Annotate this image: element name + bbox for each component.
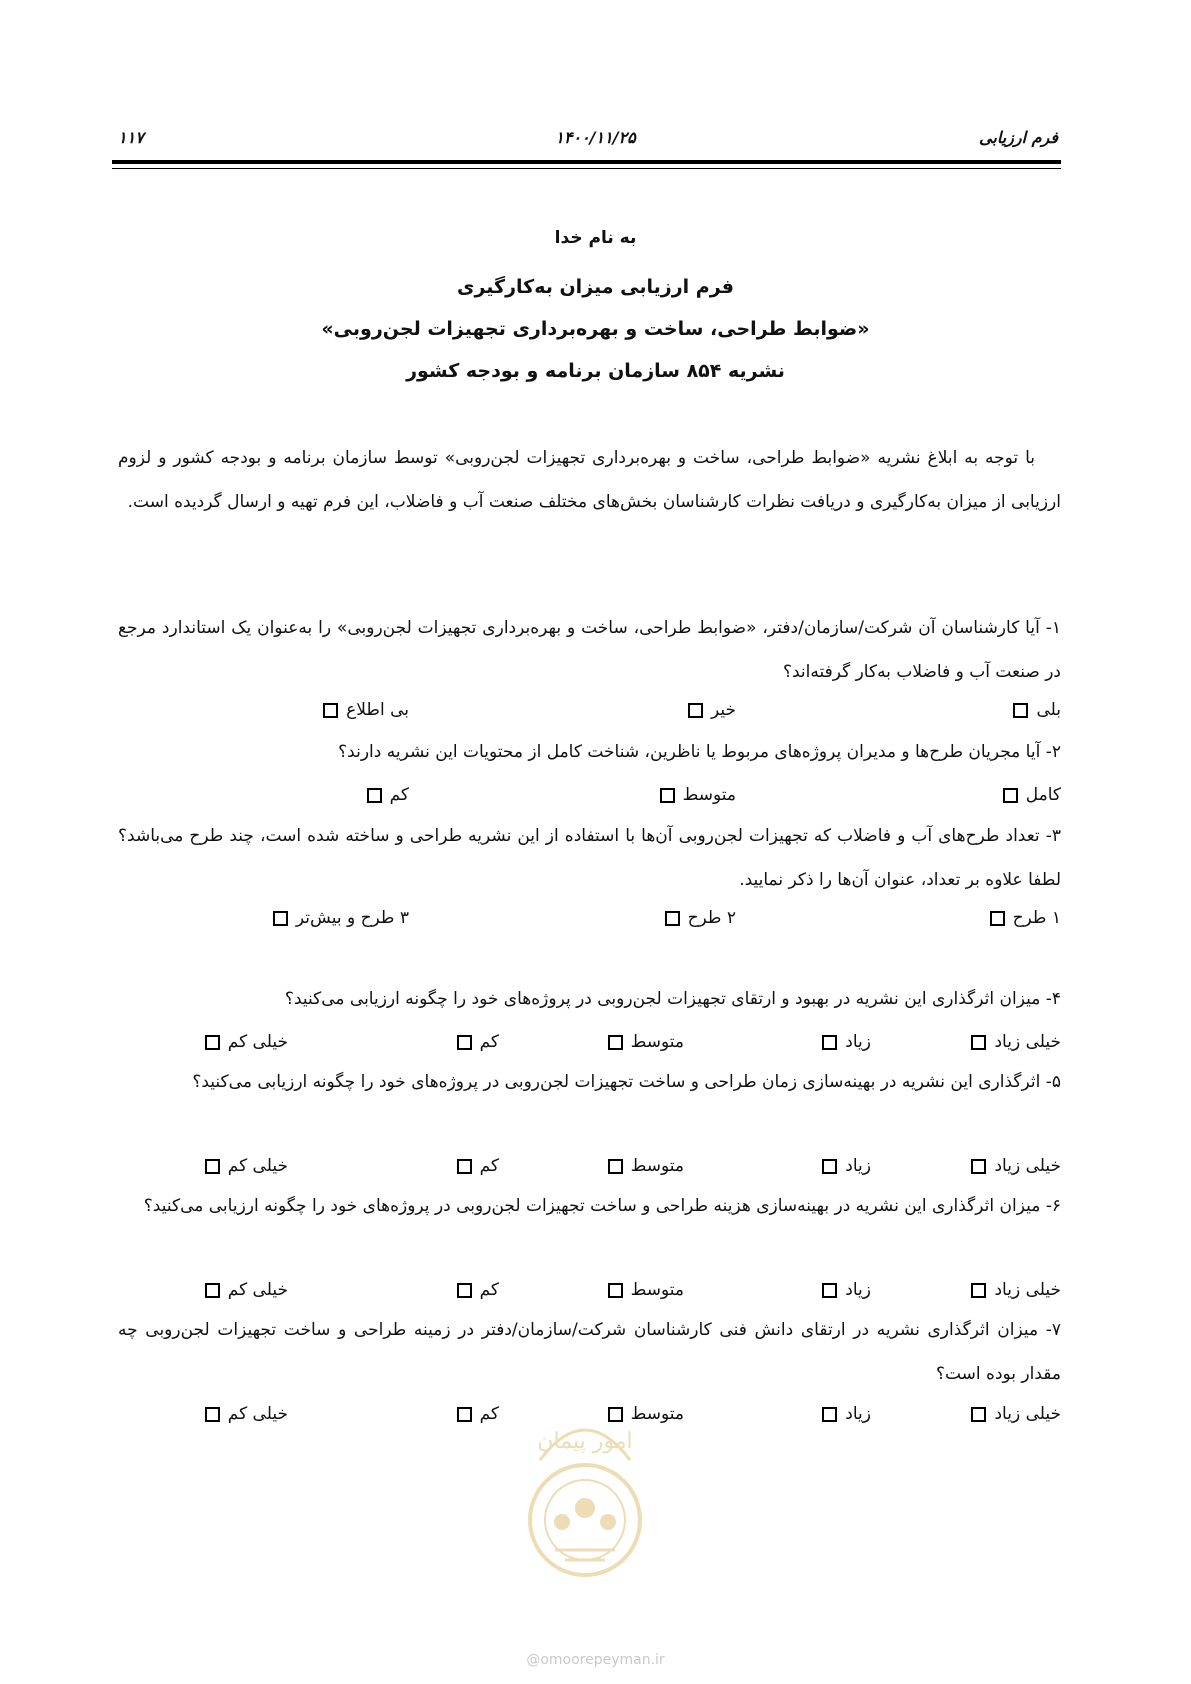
- q5-option-4[interactable]: [457, 1156, 499, 1176]
- option-label: خیلی کم: [227, 1280, 288, 1300]
- checkbox[interactable]: [971, 1283, 986, 1298]
- q6-option-5[interactable]: [205, 1280, 288, 1300]
- header-rule-thick: [112, 160, 1061, 164]
- option-label: متوسط: [630, 1280, 684, 1300]
- watermark-url: @omoorepeyman.ir: [526, 1652, 665, 1668]
- option-label: کامل: [1025, 785, 1061, 805]
- q5-option-3[interactable]: [608, 1156, 684, 1176]
- q2-option-3[interactable]: [367, 785, 409, 805]
- q2-option-2[interactable]: [660, 785, 736, 805]
- header-rule-thin: [112, 168, 1061, 169]
- running-header-title: فرم ارزیابی: [979, 128, 1058, 147]
- option-label: کم: [479, 1156, 499, 1176]
- option-label: خیلی کم: [227, 1156, 288, 1176]
- form-title: فرم ارزیابی میزان به‌کارگیری: [457, 276, 734, 298]
- question-6: ۶- میزان اثرگذاری این نشریه در بهینه‌سازی هزینه طراحی و ساخت تجهیزات لجن‌روبی در پروژه‌های خود را چگونه ارزیابی می‌کنید؟: [143, 1196, 1061, 1216]
- q3-option-3[interactable]: [273, 908, 409, 928]
- option-label: کم: [479, 1404, 499, 1424]
- checkbox[interactable]: [608, 1283, 623, 1298]
- q7-option-1[interactable]: [971, 1404, 1061, 1424]
- q7-option-5[interactable]: [205, 1404, 288, 1424]
- q5-option-1[interactable]: [971, 1156, 1061, 1176]
- option-label: متوسط: [630, 1404, 684, 1424]
- checkbox[interactable]: [608, 1159, 623, 1174]
- q6-option-1[interactable]: [971, 1280, 1061, 1300]
- question-1: ۱- آیا کارشناسان آن شرکت/سازمان/دفتر، «ضوابط طراحی، ساخت و بهره‌برداری تجهیزات لجن‌روبی» را به‌عنوان یک استاندارد مرجع در صنعت آب و فاضلاب به‌کار گرفته‌اند؟: [118, 618, 1061, 682]
- question-7: ۷- میزان اثرگذاری نشریه در ارتقای دانش فنی کارشناسان شرکت/سازمان/دفتر در زمینه طراحی و ساخت تجهیزات لجن‌روبی چه مقدار بوده است؟: [118, 1320, 1061, 1384]
- q6-option-3[interactable]: [608, 1280, 684, 1300]
- checkbox[interactable]: [822, 1407, 837, 1422]
- q4-option-2[interactable]: [822, 1032, 871, 1052]
- q1-option-2[interactable]: [688, 700, 736, 720]
- q4-option-3[interactable]: [608, 1032, 684, 1052]
- q4-option-1[interactable]: [971, 1032, 1061, 1052]
- checkbox[interactable]: [457, 1159, 472, 1174]
- checkbox[interactable]: [608, 1035, 623, 1050]
- checkbox[interactable]: [971, 1407, 986, 1422]
- checkbox[interactable]: [457, 1035, 472, 1050]
- q5-option-2[interactable]: [822, 1156, 871, 1176]
- checkbox[interactable]: [457, 1283, 472, 1298]
- publication-name: «ضوابط طراحی، ساخت و بهره‌برداری تجهیزات لجن‌روبی»: [321, 318, 870, 340]
- q4-option-4[interactable]: [457, 1032, 499, 1052]
- option-label: خیر: [710, 700, 736, 720]
- option-label: ۲ طرح: [687, 908, 736, 928]
- watermark-logo: [510, 1400, 660, 1590]
- checkbox[interactable]: [990, 911, 1005, 926]
- checkbox[interactable]: [205, 1035, 220, 1050]
- checkbox[interactable]: [273, 911, 288, 926]
- checkbox[interactable]: [971, 1035, 986, 1050]
- q4-option-5[interactable]: [205, 1032, 288, 1052]
- intro-paragraph: با توجه به ابلاغ نشریه «ضوابط طراحی، ساخت و بهره‌برداری تجهیزات لجن‌روبی» توسط سازمان برنامه و بودجه کشور و لزوم ارزیابی از میزان به‌کارگیری و دریافت نظرات کارشناسان بخش‌های مختلف صنعت آب و فاضلاب، این فرم تهیه و ارسال گردیده است.: [118, 448, 1061, 512]
- checkbox[interactable]: [665, 911, 680, 926]
- option-label: خیلی زیاد: [994, 1404, 1061, 1424]
- checkbox[interactable]: [1003, 788, 1018, 803]
- q2-option-1[interactable]: [1003, 785, 1061, 805]
- running-header-date: ۱۴۰۰/۱۱/۲۵: [555, 128, 636, 147]
- basmala: به نام خدا: [554, 228, 637, 248]
- option-label: خیلی زیاد: [994, 1280, 1061, 1300]
- option-label: خیلی کم: [227, 1404, 288, 1424]
- question-4: ۴- میزان اثرگذاری این نشریه در بهبود و ارتقای تجهیزات لجن‌روبی در پروژه‌های خود را چگونه ارزیابی می‌کنید؟: [284, 989, 1061, 1009]
- checkbox[interactable]: [205, 1159, 220, 1174]
- q7-option-4[interactable]: [457, 1404, 499, 1424]
- option-label: کم: [479, 1280, 499, 1300]
- checkbox[interactable]: [205, 1407, 220, 1422]
- option-label: زیاد: [845, 1156, 871, 1176]
- q1-option-1[interactable]: [1013, 700, 1061, 720]
- q1-option-3[interactable]: [323, 700, 409, 720]
- option-label: خیلی زیاد: [994, 1032, 1061, 1052]
- question-2: ۲- آیا مجریان طرح‌ها و مدیران پروژه‌های مربوط یا ناظرین، شناخت کامل از محتویات این نشریه دارند؟: [338, 742, 1061, 762]
- option-label: زیاد: [845, 1032, 871, 1052]
- option-label: متوسط: [682, 785, 736, 805]
- q3-option-2[interactable]: [665, 908, 736, 928]
- option-label: متوسط: [630, 1032, 684, 1052]
- checkbox[interactable]: [1013, 703, 1028, 718]
- checkbox[interactable]: [822, 1283, 837, 1298]
- checkbox[interactable]: [323, 703, 338, 718]
- checkbox[interactable]: [367, 788, 382, 803]
- q5-option-5[interactable]: [205, 1156, 288, 1176]
- q6-option-4[interactable]: [457, 1280, 499, 1300]
- option-label: کم: [389, 785, 409, 805]
- option-label: ۱ طرح: [1012, 908, 1061, 928]
- checkbox[interactable]: [205, 1283, 220, 1298]
- question-5: ۵- اثرگذاری این نشریه در بهینه‌سازی زمان طراحی و ساخت تجهیزات لجن‌روبی در پروژه‌های خود را چگونه ارزیابی می‌کنید؟: [192, 1072, 1061, 1092]
- option-label: بی اطلاع: [346, 700, 409, 720]
- option-label: کم: [479, 1032, 499, 1052]
- option-label: خیلی زیاد: [994, 1156, 1061, 1176]
- q7-option-2[interactable]: [822, 1404, 871, 1424]
- option-label: خیلی کم: [227, 1032, 288, 1052]
- checkbox[interactable]: [688, 703, 703, 718]
- checkbox[interactable]: [660, 788, 675, 803]
- option-label: متوسط: [630, 1156, 684, 1176]
- watermark-logo-text: امور پیمان: [537, 1429, 633, 1454]
- checkbox[interactable]: [822, 1159, 837, 1174]
- option-label: زیاد: [845, 1404, 871, 1424]
- publication-reference: نشریه ۸۵۴ سازمان برنامه و بودجه کشور: [406, 360, 785, 382]
- q6-option-2[interactable]: [822, 1280, 871, 1300]
- option-label: زیاد: [845, 1280, 871, 1300]
- checkbox[interactable]: [457, 1407, 472, 1422]
- page-number: ۱۱۷: [118, 128, 144, 147]
- checkbox[interactable]: [822, 1035, 837, 1050]
- question-3: ۳- تعداد طرح‌های آب و فاضلاب که تجهیزات لجن‌روبی آن‌ها با استفاده از این نشریه طراحی و ساخته شده است، چند طرح می‌باشد؟ لطفا علاوه بر تعداد، عنوان آن‌ها را ذکر نمایید.: [118, 826, 1061, 890]
- option-label: بلی: [1036, 700, 1061, 720]
- q3-option-1[interactable]: [990, 908, 1061, 928]
- checkbox[interactable]: [971, 1159, 986, 1174]
- option-label: ۳ طرح و بیش‌تر: [295, 908, 409, 928]
